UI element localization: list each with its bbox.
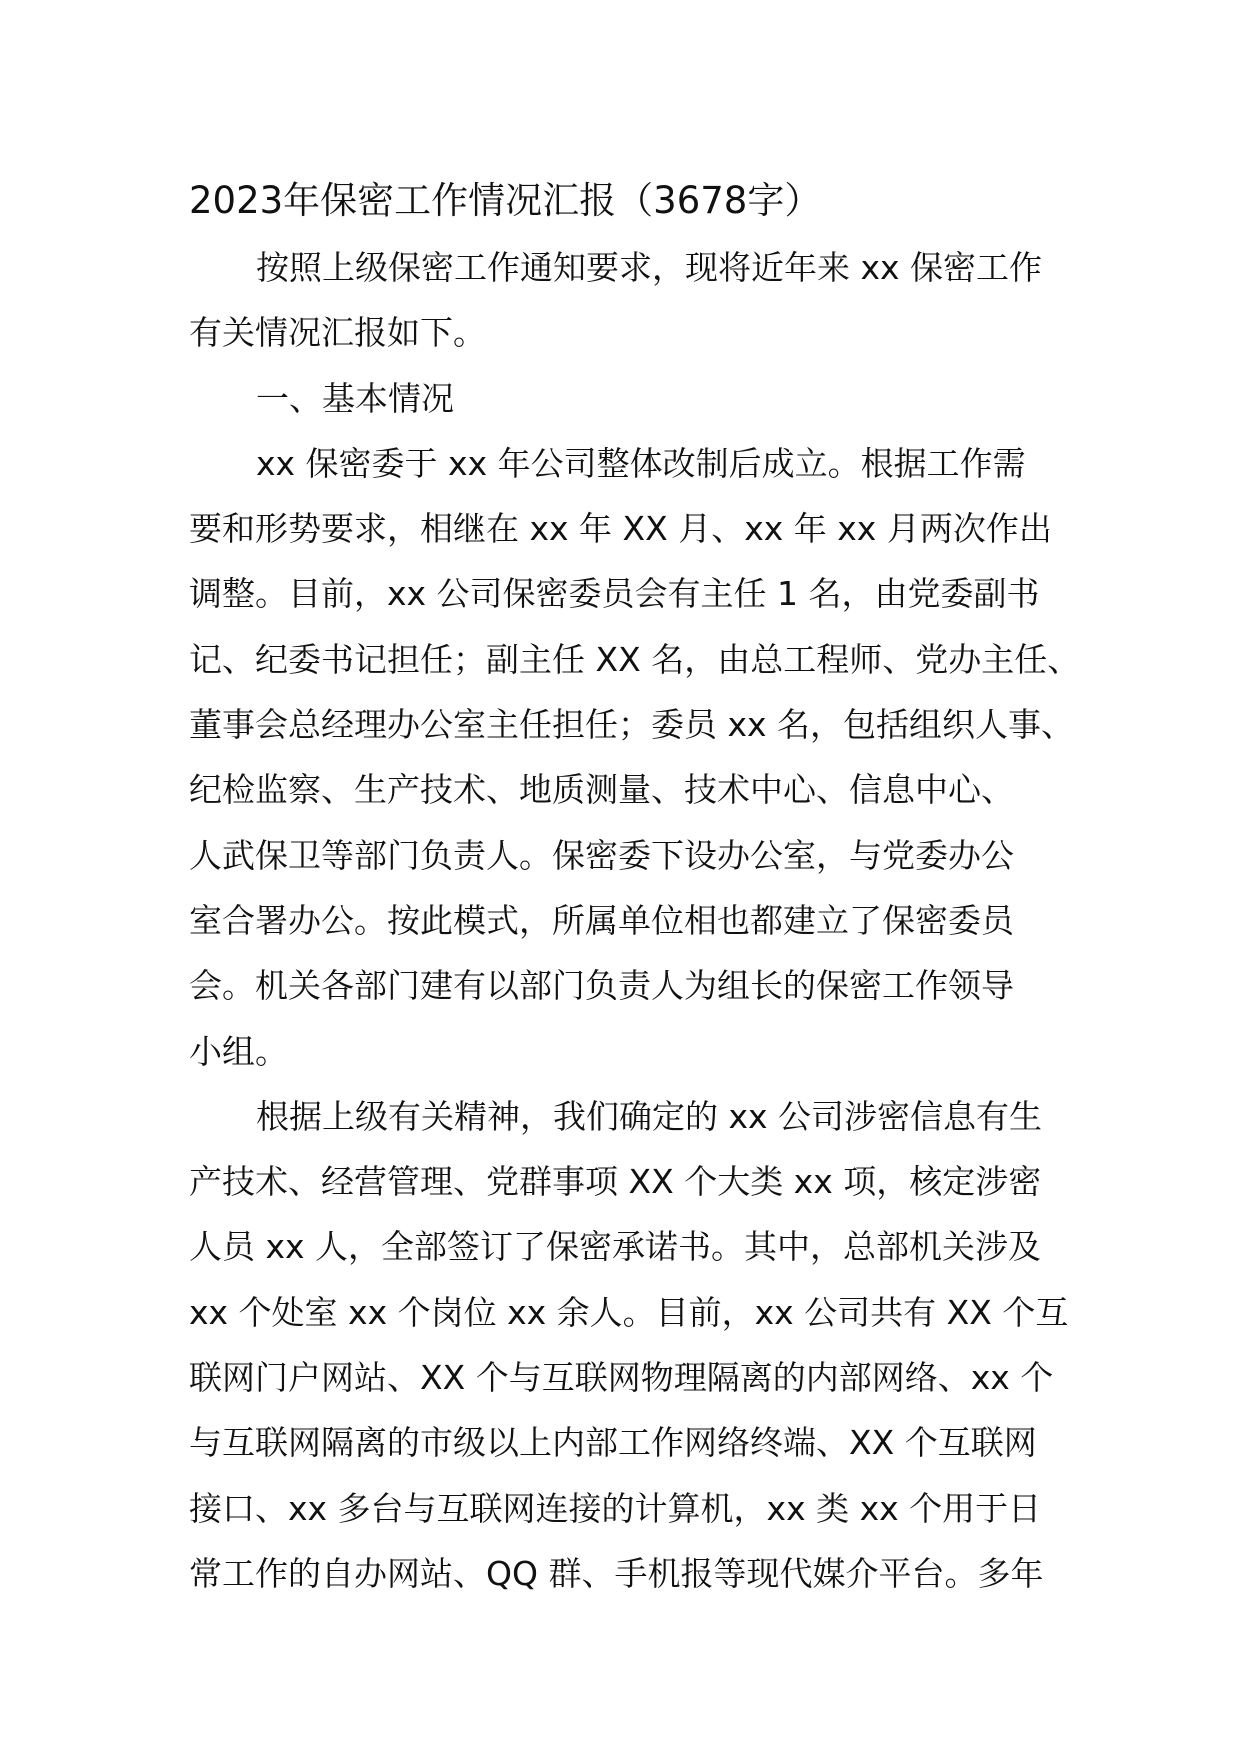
text-line: 董事会总经理办公室主任担任；委员 xx 名，包括组织人事、 — [189, 705, 1075, 745]
text-line: 按照上级保密工作通知要求，现将近年来 xx 保密工作 — [256, 248, 1043, 287]
document-title: 2023年保密工作情况汇报（3678字） — [189, 179, 822, 222]
text-line: 小组。 — [189, 1031, 288, 1071]
text-line: 要和形势要求，相继在 xx 年 XX 月、xx 年 xx 月两次作出 — [189, 509, 1052, 549]
text-line: 根据上级有关精神，我们确定的 xx 公司涉密信息有生 — [256, 1096, 1043, 1136]
document-body — [189, 235, 1089, 1606]
text-line: 人武保卫等部门负责人。保密委下设办公室，与党委办公 — [189, 835, 1014, 875]
text-line: 有关情况汇报如下。 — [189, 313, 486, 353]
document-page — [189, 172, 1089, 1606]
text-line: 接口、xx 多台与互联网连接的计算机，xx 类 xx 个用于日 — [189, 1488, 1042, 1528]
text-line: 常工作的自办网站、QQ 群、手机报等现代媒介平台。多年 — [189, 1553, 1044, 1593]
text-line: 调整。目前，xx 公司保密委员会有主任 1 名，由党委副书 — [189, 574, 1040, 614]
text-line: 产技术、经营管理、党群事项 XX 个大类 xx 项，核定涉密 — [189, 1162, 1042, 1202]
text-line: 会。机关各部门建有以部门负责人为组长的保密工作领导 — [189, 966, 1014, 1006]
text-line: 一、基本情况 — [256, 378, 454, 418]
text-line: 人员 xx 人，全部签订了保密承诺书。其中，总部机关涉及 — [189, 1227, 1042, 1267]
text-line: 联网门户网站、XX 个与互联网物理隔离的内部网络、xx 个 — [189, 1358, 1054, 1398]
text-line: xx 保密委于 xx 年公司整体改制后成立。根据工作需 — [256, 443, 1026, 483]
text-line: xx 个处室 xx 个岗位 xx 余人。目前，xx 公司共有 XX 个互 — [189, 1292, 1069, 1332]
text-line: 记、纪委书记担任；副主任 XX 名，由总工程师、党办主任、 — [189, 639, 1081, 679]
text-line: 纪检监察、生产技术、地质测量、技术中心、信息中心、 — [189, 770, 1014, 810]
text-line: 室合署办公。按此模式，所属单位相也都建立了保密委员 — [189, 900, 1014, 940]
text-line: 与互联网隔离的市级以上内部工作网络终端、XX 个互联网 — [189, 1423, 1037, 1463]
